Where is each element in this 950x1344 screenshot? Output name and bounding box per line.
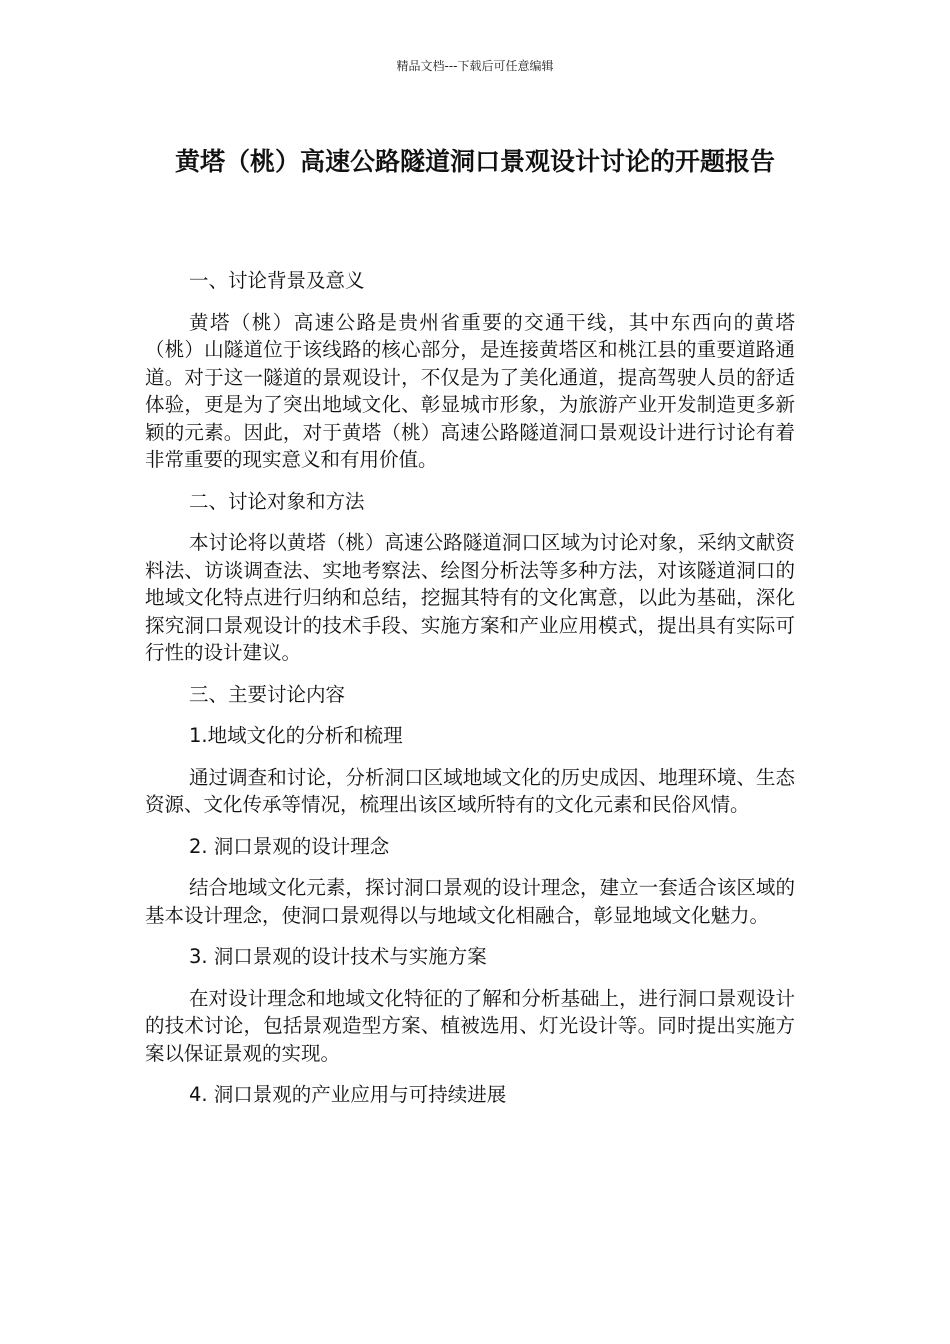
document-body	[145, 267, 795, 1123]
subsection-paragraph-concept: 结合地域文化元素，探讨洞口景观的设计理念，建立一套适合该区域的基本设计理念，使洞口景观得以与地域文化相融合，彰显地域文化魅力。	[145, 876, 795, 927]
section-paragraph-methods: 本讨论将以黄塔（桃）高速公路隧道洞口区域为讨论对象，采纳文献资料法、访谈调查法、实地考察法、绘图分析法等多种方法，对该隧道洞口的地域文化特点进行归纳和总结，挖掘其特有的文化寓意，以此为基础，深化探究洞口景观设计的技术手段、实施方案和产业应用模式，提出具有实际可行性的设计建议。	[145, 531, 795, 664]
subsection-paragraph-culture: 通过调查和讨论，分析洞口区域地域文化的历史成因、地理环境、生态资源、文化传承等情况，梳理出该区域所特有的文化元素和民俗风情。	[145, 765, 795, 816]
subsection-heading-technique: 3. 洞口景观的设计技术与实施方案	[189, 945, 487, 968]
section-paragraph-background: 黄塔（桃）高速公路是贵州省重要的交通干线，其中东西向的黄塔（桃）山隧道位于该线路的核心部分，是连接黄塔区和桃江县的重要道路通道。对于这一隧道的景观设计，不仅是为了美化通道，提高驾驶人员的舒适体验，更是为了突出地域文化、彰显城市形象，为旅游产业开发制造更多新颖的元素。因此，对于黄塔（桃）高速公路隧道洞口景观设计进行讨论有着非常重要的现实意义和有用价值。	[145, 310, 795, 471]
section-heading-main-content: 三、主要讨论内容	[189, 682, 346, 706]
header-note: 精品文档---下载后可任意编辑	[396, 59, 554, 73]
subsection-heading-culture: 1.地域文化的分析和梳理	[189, 724, 403, 747]
subsection-heading-concept: 2. 洞口景观的设计理念	[189, 834, 390, 858]
section-heading-background: 一、讨论背景及意义	[189, 269, 365, 292]
section-heading-methods: 二、讨论对象和方法	[189, 489, 365, 513]
document-title: 黄塔（桃）高速公路隧道洞口景观设计讨论的开题报告	[174, 147, 775, 176]
subsection-heading-industry: 4. 洞口景观的产业应用与可持续进展	[189, 1083, 507, 1106]
subsection-paragraph-technique: 在对设计理念和地域文化特征的了解和分析基础上，进行洞口景观设计的技术讨论，包括景观造型方案、植被选用、灯光设计等。同时提出实施方案以保证景观的实现。	[145, 986, 795, 1065]
